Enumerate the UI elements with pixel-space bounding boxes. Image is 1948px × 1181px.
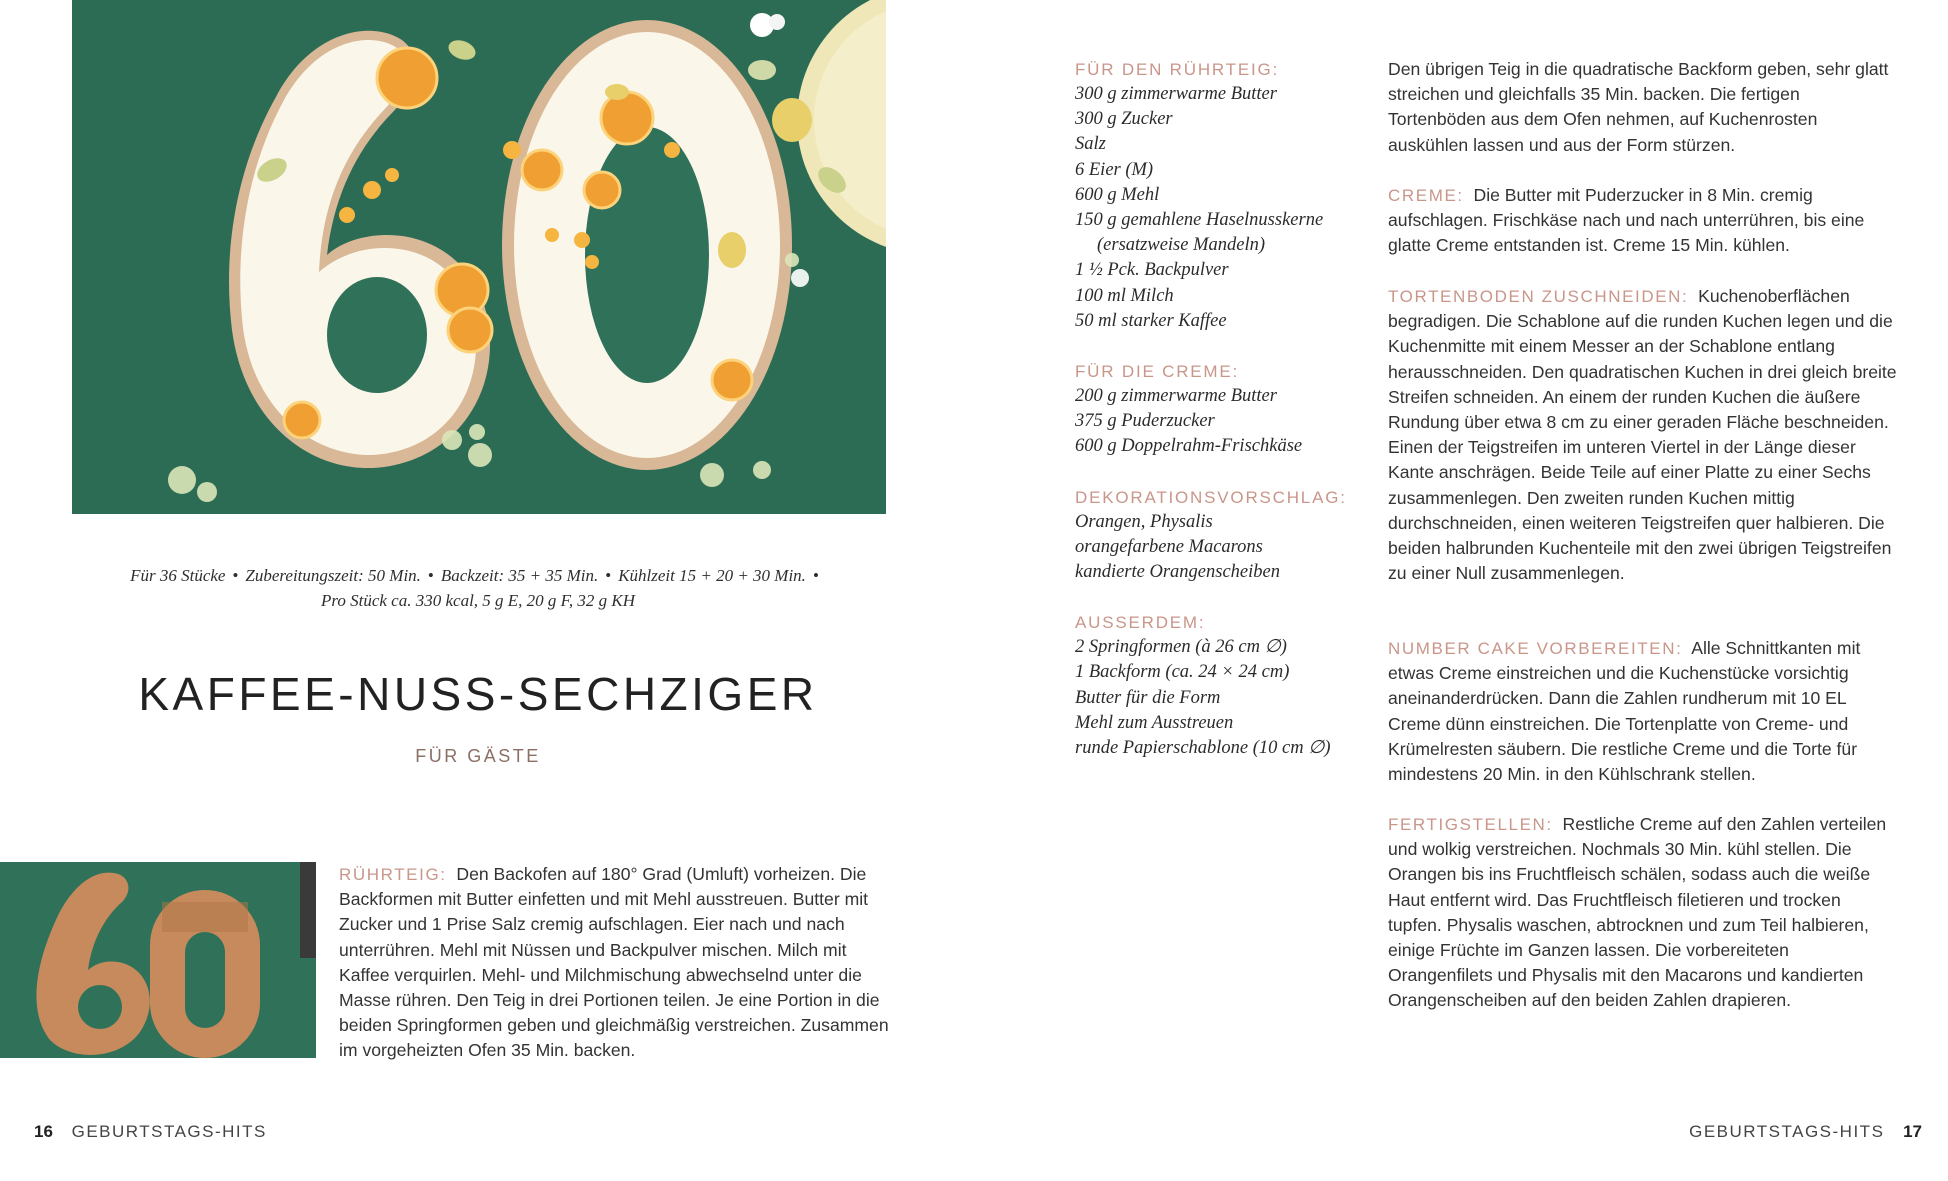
- ingredient-heading: FÜR DIE CREME:: [1075, 362, 1240, 382]
- recipe-subtitle: FÜR GÄSTE: [415, 746, 541, 766]
- meta-separator: •: [427, 566, 434, 585]
- step-text: Den Backofen auf 180° Grad (Umluft) vorheizen. Die Backformen mit Butter einfetten und mit Mehl ausstreuen. Butter mit Zucker und 1 Prise Salz cremig aufschlagen. Eier nach und nach unterrühren. Mehl mit Nüssen und Backpulver mischen. Milch mit Kaffee verquirlen. Mehl- und Milchmischung abwechselnd unter die Masse rühren. Den Teig in drei Portionen teilen. Je eine Portion in die beiden Springformen geben und gleichmäßig verstreichen. Zusammen im vorgeheizten Ofen 35 Min. backen.: [339, 864, 889, 1061]
- step-number-cake: [1388, 636, 1898, 787]
- prep-time: Zubereitungszeit: 50 Min.: [245, 566, 421, 585]
- footer-left: [34, 1122, 267, 1142]
- ingredient: 375 g Puderzucker: [1075, 411, 1215, 432]
- ingredient: 200 g zimmerwarme Butter: [1075, 386, 1277, 407]
- meta-separator: •: [605, 566, 612, 585]
- ingredient-list: [1075, 510, 1365, 586]
- ingredient-list: [1075, 635, 1365, 761]
- recipe-meta-line: [72, 563, 884, 588]
- ingredient: 1 ½ Pck. Backpulver: [1075, 260, 1229, 281]
- ingredient-group: [1075, 57, 1365, 334]
- page-number: 17: [1903, 1122, 1922, 1141]
- ingredient: 2 Springformen (à 26 cm ∅): [1075, 637, 1287, 658]
- ingredient-group: [1075, 610, 1365, 761]
- step-creme: [1388, 183, 1898, 259]
- step-text: Den übrigen Teig in die quadratische Backform geben, sehr glatt streichen und gleichfalls 35 Min. backen. Die fertigen Tortenböden aus dem Ofen nehmen, auf Kuchenrosten auskühlen lassen und aus der Form stürzen.: [1388, 59, 1889, 155]
- step-tortenboden: [1388, 284, 1898, 586]
- cool-time: Kühlzeit 15 + 20 + 30 Min.: [618, 566, 806, 585]
- ingredient: orangefarbene Macarons: [1075, 536, 1263, 557]
- ingredient: 300 g zimmerwarme Butter: [1075, 84, 1277, 104]
- recipe-meta: [72, 563, 884, 613]
- step-text: Alle Schnittkanten mit etwas Creme einstreichen und die Kuchenstücke vorsichtig aneinanderdrücken. Dann die Zahlen rundherum mit 10 EL Creme dünn einstreichen. Die Tortenplatte von Creme- und Krümelresten säubern. Die restliche Creme und die Torte für mindestens 20 Min. in den Kühlschrank stellen.: [1388, 638, 1861, 785]
- step-fertigstellen: [1388, 812, 1898, 1014]
- servings: Für 36 Stücke: [130, 566, 226, 585]
- step-ruehrteig: [339, 862, 889, 1064]
- step-label: NUMBER CAKE VORBEREITEN:: [1388, 639, 1683, 658]
- step-label: CREME:: [1388, 186, 1464, 205]
- ingredient-heading: FÜR DEN RÜHRTEIG:: [1075, 60, 1280, 79]
- ingredient: Orangen, Physalis: [1075, 511, 1213, 532]
- cake-base-photo: [0, 862, 316, 1058]
- ingredient: runde Papierschablone (10 cm ∅): [1075, 738, 1331, 759]
- ingredient-group: [1075, 359, 1365, 460]
- page-number: 16: [34, 1122, 53, 1141]
- ingredient-group: [1075, 485, 1365, 586]
- step-continue-baking: [1388, 57, 1898, 158]
- ingredient: Salz: [1075, 134, 1106, 155]
- ingredient: 300 g Zucker: [1075, 109, 1173, 130]
- ingredient: kandierte Orangenscheiben: [1075, 562, 1280, 583]
- recipe-title: KAFFEE-NUSS-SECHZIGER: [138, 668, 818, 720]
- ingredient: 150 g gemahlene Haselnusskerne: [1075, 210, 1324, 231]
- section-name: GEBURTSTAGS-HITS: [1689, 1122, 1885, 1141]
- section-name: GEBURTSTAGS-HITS: [71, 1122, 267, 1141]
- step-text: Restliche Creme auf den Zahlen verteilen und wolkig verstreichen. Nochmals 30 Min. kühl stellen. Die Orangen bis ins Fruchtfleisch schälen, sodass auch die weiße Haut entfernt wird. Das Fruchtfleisch filetieren und trocken tupfen. Physalis waschen, abtrocknen und zum Teil halbieren, einige Früchte im Ganzen lassen. Die vorbereiteten Orangenfilets und Physalis mit den Macarons und kandierten Orangenscheiben auf den beiden Zahlen drapieren.: [1388, 814, 1887, 1011]
- ingredient: 600 g Mehl: [1075, 184, 1160, 205]
- bake-time: Backzeit: 35 + 35 Min.: [440, 566, 599, 585]
- step-text: Kuchenoberflächen begradigen. Die Schablone auf die runden Kuchen legen und die Kuchenmitte mit einem Messer an der Schablone entlang herausschneiden. Den quadratischen Kuchen in drei gleich breite Streifen schneiden. An einem der runden Kuchen die äußere Rundung über etwa 8 cm zu einer geraden Fläche beschneiden. Einen der Teigstreifen im unteren Viertel in der Länge dieser Kante anschrägen. Beide Teile auf einer Platte zu einer Sechs zusammenlegen. Den zweiten runden Kuchen mittig durchschneiden, einen weiteren Teigstreifen quer halbieren. Die beiden halbrunden Kuchenteile mit den zwei übrigen Teigstreifen zu einer Null zusammenlegen.: [1388, 286, 1897, 584]
- ingredient-list: [1075, 384, 1365, 460]
- ingredient: Butter für die Form: [1075, 687, 1221, 708]
- ingredient: 1 Backform (ca. 24 × 24 cm): [1075, 662, 1290, 683]
- ingredient-heading: AUSSERDEM:: [1075, 613, 1206, 633]
- step-text: Die Butter mit Puderzucker in 8 Min. cremig aufschlagen. Frischkäse nach und nach unterrühren, bis eine glatte Creme entstanden ist. Creme 15 Min. kühlen.: [1388, 185, 1865, 256]
- ingredients: [1075, 57, 1365, 786]
- ingredient: Mehl zum Ausstreuen: [1075, 712, 1234, 733]
- step-label: RÜHRTEIG:: [339, 865, 447, 884]
- ingredient: 100 ml Milch: [1075, 285, 1174, 306]
- meta-separator: •: [232, 566, 239, 585]
- ingredient: (ersatzweise Mandeln): [1097, 235, 1266, 256]
- ingredient-list: [1075, 82, 1365, 334]
- step-label: TORTENBODEN ZUSCHNEIDEN:: [1388, 287, 1689, 306]
- nutrition-info: Pro Stück ca. 330 kcal, 5 g E, 20 g F, 32 g KH: [321, 591, 635, 610]
- ingredient: 600 g Doppelrahm-Frischkäse: [1075, 436, 1303, 457]
- ingredient: 50 ml starker Kaffee: [1075, 310, 1227, 331]
- footer-right: [1689, 1122, 1922, 1142]
- step-label: FERTIGSTELLEN:: [1388, 815, 1553, 834]
- meta-separator: •: [812, 566, 819, 585]
- ingredient-heading: DEKORATIONSVORSCHLAG:: [1075, 487, 1347, 507]
- ingredient: 6 Eier (M): [1075, 159, 1154, 180]
- cake-photo: [72, 0, 886, 514]
